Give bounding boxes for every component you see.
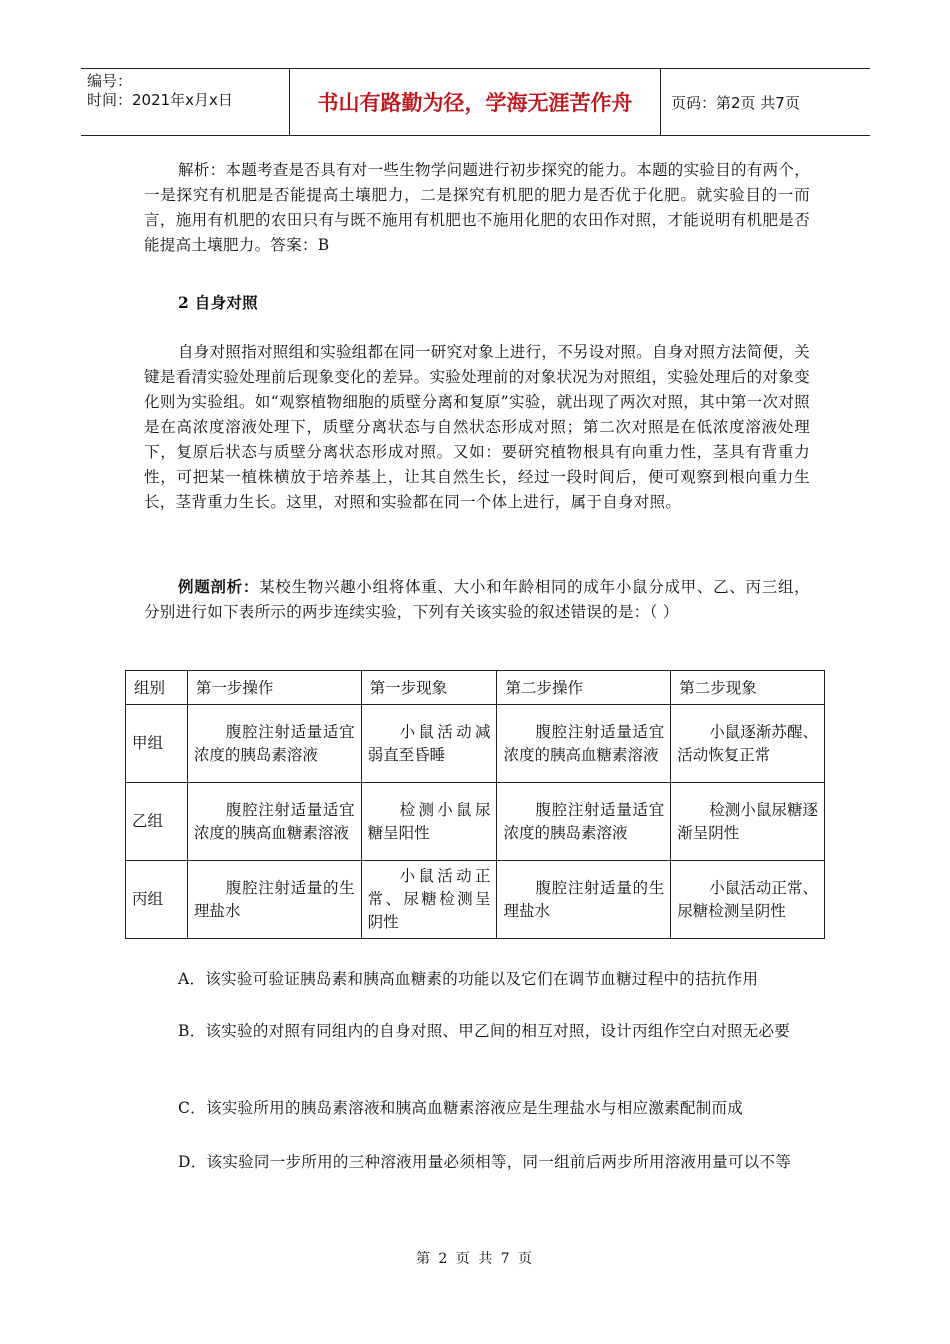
table-header-row	[126, 671, 825, 705]
table-cell: 小鼠逐渐苏醒、活动恢复正常	[671, 705, 825, 783]
page-footer: 第 2 页 共 7 页	[415, 1251, 535, 1267]
table-cell: 检测小鼠尿糖呈阳性	[361, 783, 497, 861]
example-text: 某校生物兴趣小组将体重、大小和年龄相同的成年小鼠分成甲、乙、丙三组，分别进行如下表所示的两步连续实验，下列有关该实验的叙述错误的是：（ ）	[144, 578, 810, 621]
table-row	[126, 783, 825, 861]
analysis-paragraph: 解析：本题考查是否具有对一些生物学问题进行初步探究的能力。本题的实验目的有两个，一是探究有机肥是否能提高土壤肥力，二是探究有机肥的肥力是否优于化肥。就实验目的一而言，施用有机肥的农田只有与既不施用有机肥也不施用化肥的农田作对照，才能说明有机肥是否能提高土壤肥力。答案：B	[144, 161, 811, 254]
example-label: 例题剖析：	[178, 577, 260, 596]
motto: 书山有路勤为径，学海无涯苦作舟	[290, 69, 661, 135]
table-header: 第一步操作	[187, 671, 361, 705]
section-heading: 2 自身对照	[178, 293, 258, 312]
section-body: 自身对照指对照组和实验组都在同一研究对象上进行，不另设对照。自身对照方法简便，关键是看清实验处理前后现象变化的差异。实验处理前的对象状况为对照组，实验处理后的对象变化则为实验组。如“观察植物细胞的质壁分离和复原”实验，就出现了两次对照，其中第一次对照是在高浓度溶液处理下，质壁分离状态与自然状态形成对照；第二次对照是在低浓度溶液处理下，复原后状态与质壁分离状态形成对照。又如：要研究植物根具有向重力性，茎具有背重力性，可把某一植株横放于培养基上，让其自然生长，经过一段时间后，便可观察到根向重力生长，茎背重力生长。这里，对照和实验都在同一个体上进行，属于自身对照。	[144, 343, 811, 511]
option-a: A．该实验可验证胰岛素和胰高血糖素的功能以及它们在调节血糖过程中的拮抗作用	[178, 970, 759, 988]
table-header: 组别	[126, 671, 188, 705]
table-cell: 检测小鼠尿糖逐渐呈阴性	[671, 783, 825, 861]
table-cell: 腹腔注射适量适宜浓度的胰岛素溶液	[497, 783, 671, 861]
table-cell: 小鼠活动正常、尿糖检测呈阴性	[361, 861, 497, 939]
number-label: 编号：	[87, 72, 133, 90]
table-cell: 腹腔注射适量的生理盐水	[187, 861, 361, 939]
table-cell: 小鼠活动减弱直至昏睡	[361, 705, 497, 783]
table-cell: 腹腔注射适量适宜浓度的胰高血糖素溶液	[497, 705, 671, 783]
experiment-table	[125, 670, 825, 939]
option-c: C．该实验所用的胰岛素溶液和胰高血糖素溶液应是生理盐水与相应激素配制而成	[178, 1099, 744, 1117]
table-row	[126, 705, 825, 783]
example-paragraph	[144, 574, 810, 625]
table-row	[126, 861, 825, 939]
table-cell: 甲组	[126, 705, 188, 783]
option-b: B．该实验的对照有同组内的自身对照、甲乙间的相互对照，设计丙组作空白对照无必要	[178, 1022, 791, 1040]
header-meta	[81, 69, 290, 135]
table-header: 第二步操作	[497, 671, 671, 705]
time-label: 时间：2021年x月x日	[87, 91, 233, 109]
table-cell: 乙组	[126, 783, 188, 861]
table-cell: 腹腔注射适量的生理盐水	[497, 861, 671, 939]
page-header	[81, 68, 870, 136]
option-d: D．该实验同一步所用的三种溶液用量必须相等，同一组前后两步所用溶液用量可以不等	[178, 1153, 792, 1171]
table-cell: 小鼠活动正常、尿糖检测呈阴性	[671, 861, 825, 939]
table-cell: 腹腔注射适量适宜浓度的胰岛素溶液	[187, 705, 361, 783]
table-header: 第一步现象	[361, 671, 497, 705]
table-header: 第二步现象	[671, 671, 825, 705]
page-label: 页码：第2页 共7页	[671, 93, 800, 112]
table-cell: 腹腔注射适量适宜浓度的胰高血糖素溶液	[187, 783, 361, 861]
table-cell: 丙组	[126, 861, 188, 939]
